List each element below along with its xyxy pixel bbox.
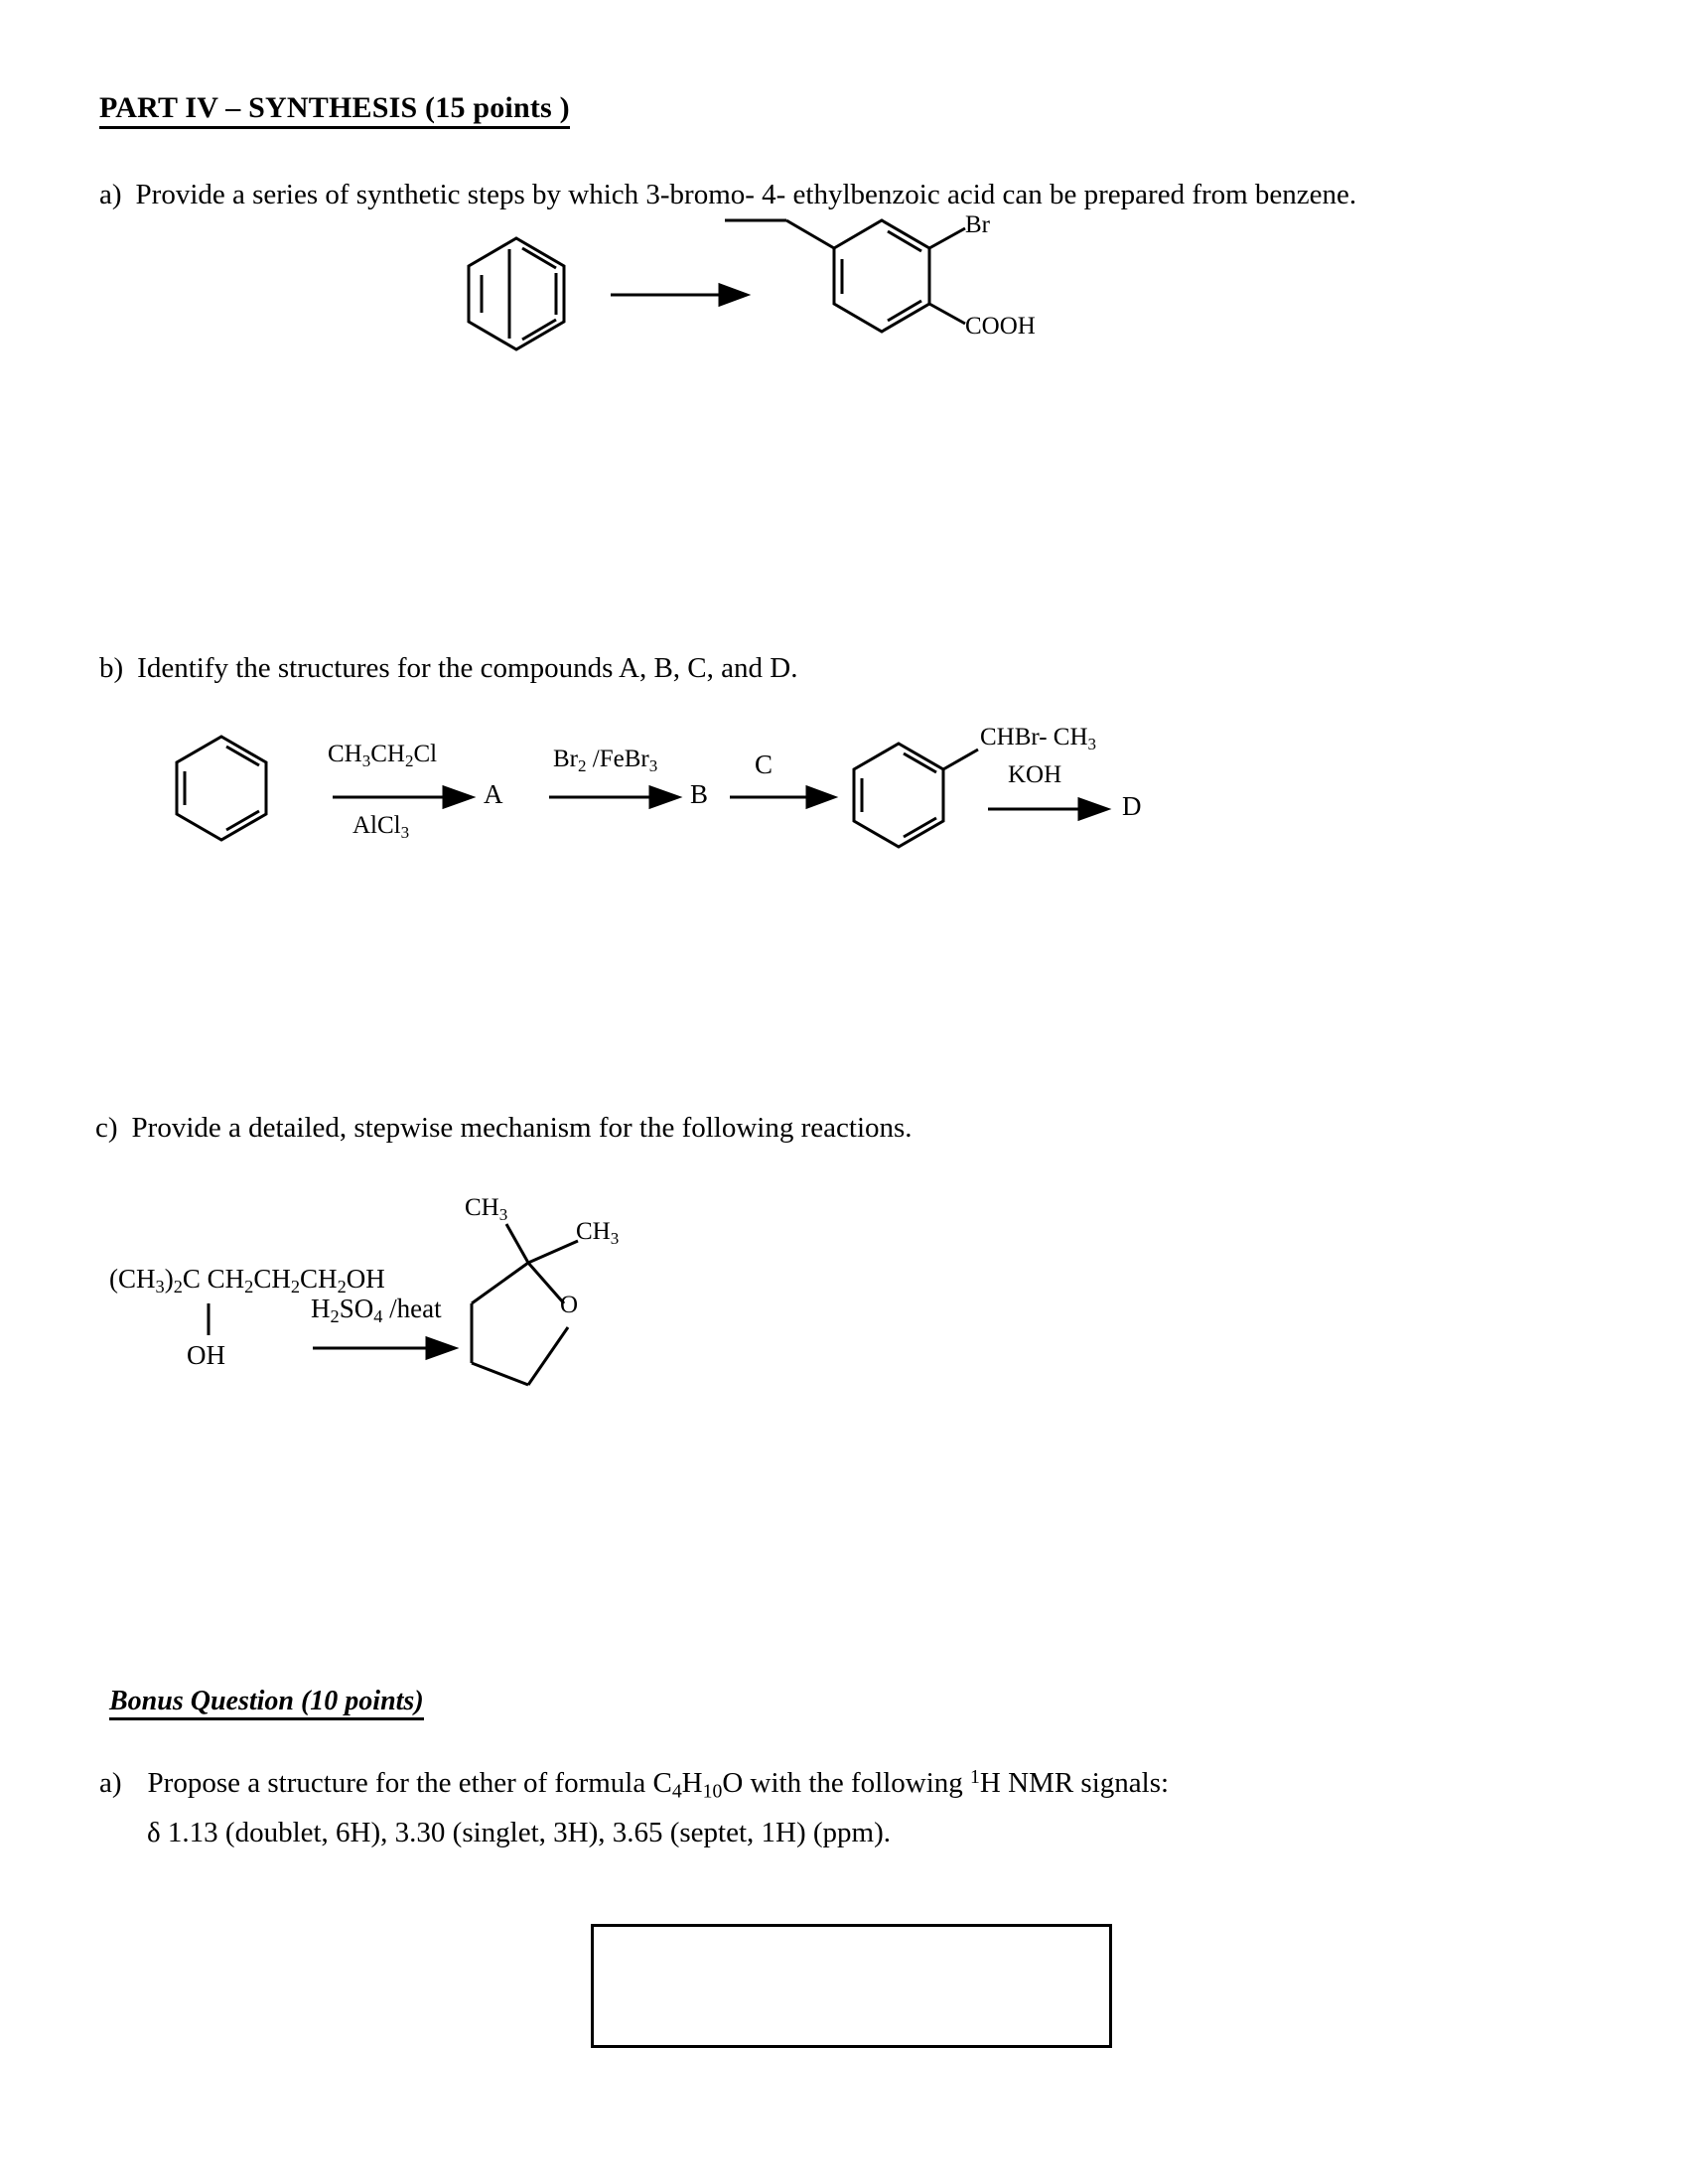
reaction-arrow: [611, 285, 747, 305]
reagent-sulfuric-acid-heat: $H_2SO_4$ /heat: [311, 1294, 442, 1327]
molecular-formula: $C_4H_{10}O$: [652, 1767, 744, 1803]
bromo-label: Br: [965, 211, 990, 238]
question-b: [99, 650, 797, 686]
bonus-a-text-after: with the following: [743, 1767, 971, 1800]
question-a: [99, 177, 1356, 212]
methyl-top-label: $CH_3$: [465, 1194, 508, 1224]
bromo-bond: [929, 228, 965, 248]
reaction-arrow-2: [549, 787, 678, 807]
compound-b-label: B: [690, 779, 709, 809]
scheme-a: [477, 211, 1112, 402]
carboxyl-label: COOH: [965, 313, 1036, 340]
tetrahydrofuran-ring: [472, 1263, 568, 1385]
reagent-aluminum-chloride: AlCl$_3$: [352, 812, 410, 842]
product-ring: [834, 220, 929, 332]
nmr-signals: δ 1.13 (doublet, 6H), 3.30 (singlet, 3H), 3.65 (septet, 1H) (ppm).: [147, 1817, 892, 1848]
scheme-b: [174, 710, 1167, 888]
bonus-question-a: [99, 1765, 1169, 1804]
question-c-text: Provide a detailed, stepwise mechanism for the following reactions.: [131, 1112, 913, 1144]
methyl-bonds: [506, 1224, 578, 1263]
question-c-marker: c): [95, 1112, 118, 1144]
reaction-arrow-3: [730, 787, 834, 807]
reagent-ethyl-chloride: $CH_3CH_2Cl$: [328, 741, 438, 770]
question-c: [95, 1110, 913, 1146]
proton-nmr-label: $^1$H NMR signals:: [970, 1766, 1170, 1800]
ring-oxygen-label: O: [560, 1292, 579, 1318]
answer-box[interactable]: [591, 1924, 1112, 2048]
question-a-text: Provide a series of synthetic steps by which 3-bromo- 4- ethylbenzoic acid can be prepared from benzene.: [135, 179, 1357, 210]
reagent-koh: KOH: [1008, 761, 1062, 788]
page-title: [99, 91, 570, 125]
scheme-c: [109, 1194, 894, 1444]
carboxyl-bond: [929, 304, 965, 324]
reactant-hydroxyl-label: OH: [187, 1340, 225, 1370]
part-title-text: PART IV – SYNTHESIS (15 points ): [99, 91, 570, 129]
question-b-marker: b): [99, 652, 124, 684]
methyl-right-label: $CH_3$: [576, 1218, 620, 1248]
bonus-title-text: Bonus Question (10 points): [109, 1686, 424, 1720]
reactant-formula: $(CH_3)_2C$ $CH_2CH_2CH_2OH$: [109, 1264, 385, 1297]
benzene-ring-product: [854, 744, 943, 847]
reagent-c-label: C: [755, 750, 774, 779]
question-a-marker: a): [99, 179, 122, 210]
compound-d-label: D: [1122, 791, 1142, 821]
reagent-bromine-febr3: $Br_2$ /FeBr$_3$: [553, 746, 658, 775]
chbr-bond: [943, 750, 978, 769]
bonus-a-text-before: Propose a structure for the ether of formula: [147, 1767, 653, 1800]
ethyl-group: [725, 220, 834, 248]
reaction-arrow-1: [333, 787, 472, 807]
bonus-question-title: [109, 1686, 424, 1717]
chbr-ch3-label: CHBr- $CH_3$: [980, 724, 1097, 753]
reaction-arrow-c: [313, 1338, 455, 1358]
bonus-a-marker: a): [99, 1767, 122, 1800]
reaction-arrow-4: [988, 799, 1107, 819]
benzene-ring-start: [177, 737, 266, 840]
compound-a-label: A: [484, 779, 503, 809]
question-b-text: Identify the structures for the compounds A, B, C, and D.: [137, 652, 798, 684]
